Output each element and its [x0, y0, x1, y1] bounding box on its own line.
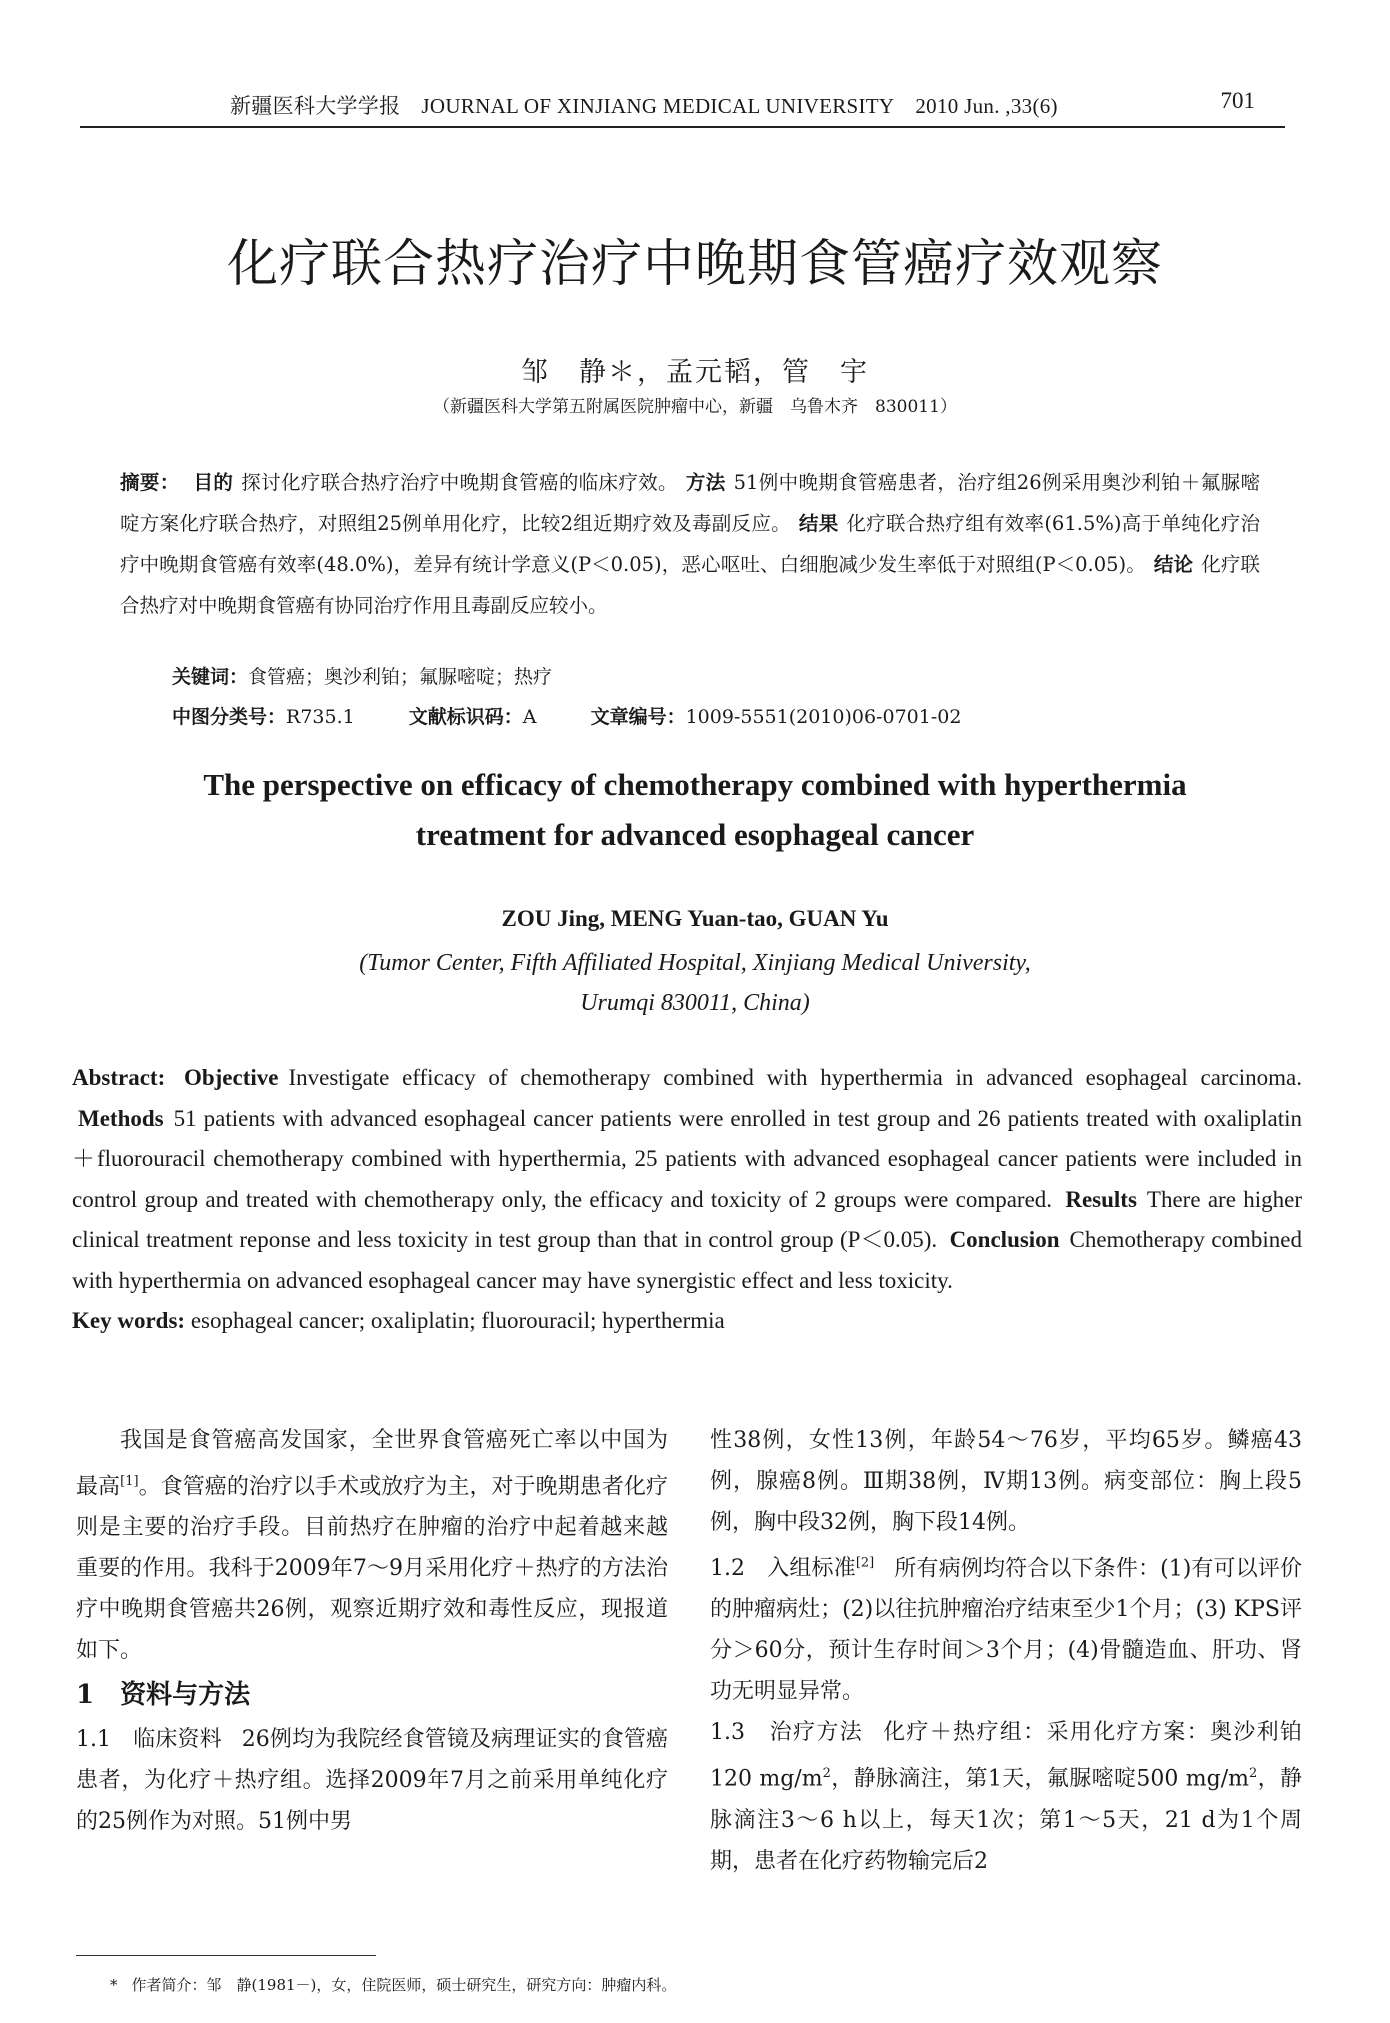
superscript-2b: 2 — [1248, 1766, 1258, 1782]
superscript-2a: 2 — [822, 1766, 831, 1782]
header-journal — [230, 90, 1058, 120]
authors-en: ZOU Jing, MENG Yuan-tao, GUAN Yu — [501, 906, 889, 931]
methods-text-cn: 51例中晚期食管癌患者，治疗组26例采用奥沙利铂＋氟脲嘧啶方案化疗联合热疗，对照组25例单用化疗，比较2组近期疗效及毒副反应。 — [120, 471, 1260, 535]
methods-label-en: Methods — [78, 1105, 164, 1131]
subsection-1-3-label: 1.3 治疗方法 — [710, 1720, 864, 1746]
subsection-1-2-label — [710, 1556, 874, 1581]
document-code — [409, 706, 537, 728]
journal-name-en: JOURNAL OF XINJIANG MEDICAL UNIVERSITY — [421, 94, 895, 118]
abstract-en — [72, 1058, 1302, 1342]
clc-label: 中图分类号： — [172, 706, 287, 728]
keywords-cn-text: 食管癌；奥沙利铂；氟脲嘧啶；热疗 — [248, 666, 553, 688]
footnote-text: 作者简介：邹 静(1981－)，女，住院医师，硕士研究生，研究方向：肿瘤内科。 — [131, 1976, 677, 1994]
reference-2: [2] — [855, 1556, 875, 1571]
conclusion-text-cn: 化疗联合热疗对中晚期食管癌有协同治疗作用且毒副反应较小。 — [120, 553, 1260, 617]
conclusion-label-en: Conclusion — [949, 1227, 1060, 1252]
classification-meta — [172, 702, 1009, 729]
title-en — [0, 760, 1390, 860]
author-footnote — [110, 1974, 676, 1995]
clc-number — [172, 706, 355, 728]
running-header — [80, 86, 1285, 128]
subsection-1-3-text-c: ，静脉滴注3～6 h以上，每天1次；第1～5天，21 d为1个周期，患者在化疗药物输完后2 — [710, 1766, 1302, 1874]
doc-value: A — [522, 706, 537, 728]
subsection-1-2-text: 所有病例均符合以下条件：(1)有可以评价的肿瘤病灶；(2)以往抗肿瘤治疗结束至少1个月；(3) KPS评分＞60分，预计生存时间＞3个月；(4)骨髓造血、肝功、肾功无明显异常。 — [710, 1556, 1302, 1705]
subsection-1-2-label-text: 1.2 入组标准 — [710, 1556, 856, 1582]
art-label: 文章编号： — [590, 706, 686, 728]
title-cn: 化疗联合热疗治疗中晚期食管癌疗效观察 — [226, 235, 1163, 294]
journal-name-cn: 新疆医科大学学报 — [230, 94, 401, 118]
affiliation-en-line1: (Tumor Center, Fifth Affiliated Hospital, Xinjiang Medical University, — [359, 950, 1031, 976]
section-1-title: 资料与方法 — [120, 1680, 251, 1711]
doc-label: 文献标识码： — [408, 706, 523, 728]
keywords-cn-label: 关键词： — [172, 666, 249, 688]
authors-cn: 邹 静＊，孟元韬，管 宇 — [521, 357, 869, 388]
keywords-en-label: Key words: — [72, 1308, 186, 1333]
results-label-en: Results — [1065, 1186, 1137, 1212]
results-text-cn: 化疗联合热疗组有效率(61.5%)高于单纯化疗治疗中晚期食管癌有效率(48.0%)，差异有统计学意义(P＜0.05)，恶心呕吐、白细胞减少发生率低于对照组(P＜0.05)。 — [120, 512, 1260, 576]
footnote-divider — [76, 1955, 376, 1956]
subsection-1-2 — [710, 1543, 1302, 1712]
objective-text-cn: 探讨化疗联合热疗治疗中晚期食管癌的临床疗效。 — [241, 471, 678, 494]
title-en-line1: The perspective on efficacy of chemotherapy combined with hyperthermia — [203, 767, 1187, 802]
keywords-cn — [172, 662, 552, 689]
abstract-cn-label: 摘要： — [120, 471, 180, 494]
abstract-en-label: Abstract: — [72, 1065, 166, 1090]
objective-text-en: Investigate efficacy of chemotherapy combined with hyperthermia in advanced esophageal carcinoma. — [288, 1065, 1303, 1090]
subsection-1-3-text-a: 化疗＋热疗组：采用化疗方案：奥沙利铂120 mg/m — [710, 1720, 1302, 1792]
section-1-heading — [76, 1671, 668, 1719]
subsection-1-1-label: 1.1 临床资料 — [76, 1727, 222, 1753]
affiliation-en-line2: Urumqi 830011, China) — [580, 990, 810, 1016]
reference-1: [1] — [120, 1474, 139, 1489]
affiliation-cn: （新疆医科大学第五附属医院肿瘤中心，新疆 乌鲁木齐 830011） — [433, 397, 957, 417]
intro-paragraph — [76, 1420, 668, 1671]
subsection-1-1 — [76, 1719, 668, 1842]
conclusion-text-en: Chemotherapy combined with hyperthermia on advanced esophageal cancer may have synergistic effect and less toxicity. — [72, 1227, 1303, 1293]
title-en-line2: treatment for advanced esophageal cancer — [415, 817, 975, 852]
affiliation-en — [0, 943, 1390, 1023]
clinical-data-continued: 性38例，女性13例，年龄54～76岁，平均65岁。鳞癌43例，腺癌8例。Ⅲ期38例，Ⅳ期13例。病变部位：胸上段5例，胸中段32例，胸下段14例。 — [710, 1428, 1302, 1535]
conclusion-label-cn: 结论 — [1153, 553, 1194, 576]
results-label-cn: 结果 — [798, 512, 839, 535]
page-number: 701 — [1220, 88, 1255, 113]
subsection-1-3 — [710, 1712, 1302, 1881]
subsection-1-1-text: 26例均为我院经食管镜及病理证实的食管癌患者，为化疗＋热疗组。选择2009年7月之前采用单纯化疗的25例作为对照。51例中男 — [76, 1727, 668, 1835]
results-text-en: There are higher clinical treatment reponse and less toxicity in test group than that in control group (P＜0.05). — [72, 1186, 1302, 1252]
clc-value: R735.1 — [286, 706, 355, 728]
section-1-number: 1 — [76, 1680, 95, 1711]
methods-label-cn: 方法 — [685, 471, 726, 494]
objective-label-en: Objective — [183, 1065, 279, 1090]
objective-label-cn: 目的 — [193, 471, 234, 494]
art-value: 1009-5551(2010)06-0701-02 — [685, 706, 962, 728]
body-column-left — [76, 1420, 668, 1842]
body-column-right — [710, 1420, 1302, 1882]
article-number — [591, 706, 962, 728]
intro-text-a: 我国是食管癌高发国家，全世界食管癌死亡率以中国为最高 — [76, 1428, 668, 1500]
abstract-cn — [120, 462, 1260, 626]
footnote-mark: * — [110, 1976, 118, 1994]
intro-text-b: 。食管癌的治疗以手术或放疗为主，对于晚期患者化疗则是主要的治疗手段。目前热疗在肿瘤的治疗中起着越来越重要的作用。我科于2009年7～9月采用化疗＋热疗的方法治疗中晚期食管癌共26例，观察近期疗效和毒性反应，现报道如下。 — [76, 1474, 668, 1664]
subsection-1-3-text-b: ，静脉滴注，第1天，氟脲嘧啶500 mg/m — [830, 1766, 1249, 1792]
methods-text-en: 51 patients with advanced esophageal cancer patients were enrolled in test group and 26 patients treated with oxaliplatin＋fluorouracil chemotherapy combined with hyperthermia, 25 patients with advanced esophageal cancer patients were included in control group and treated with chemotherapy only, the efficacy and toxicity of 2 groups were compared. — [72, 1105, 1302, 1212]
keywords-en-text: esophageal cancer; oxaliplatin; fluorouracil; hyperthermia — [190, 1308, 725, 1333]
journal-issue: 2010 Jun. ,33(6) — [915, 94, 1058, 118]
